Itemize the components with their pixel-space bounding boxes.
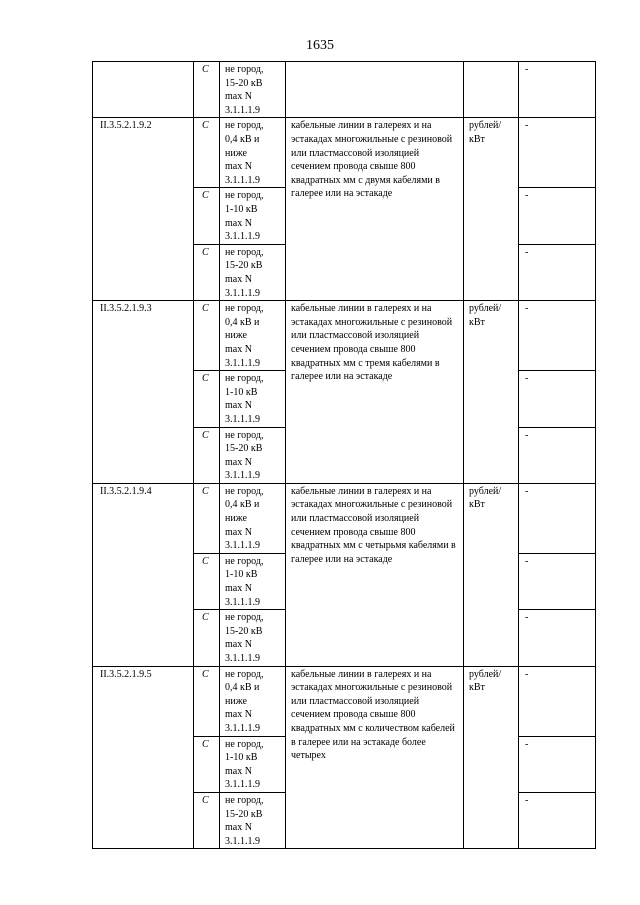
condition-line: 15-20 кВ — [225, 77, 263, 89]
unit-cell: рублей/ кВт — [464, 118, 519, 301]
value-cell: - — [519, 666, 596, 736]
condition-line: 15-20 кВ — [225, 443, 263, 455]
condition-line: 3.1.1.1.9 — [225, 287, 260, 299]
condition-line: 1-10 кВ — [225, 203, 258, 215]
condition-line: 3.1.1.1.9 — [225, 653, 260, 665]
table-row — [93, 483, 596, 553]
condition-line: max N — [225, 400, 252, 412]
category-letter: C — [194, 427, 220, 483]
condition-cell — [220, 793, 286, 849]
condition-line: max N — [225, 273, 252, 285]
condition-line: 3.1.1.1.9 — [225, 470, 260, 482]
condition-line: 3.1.1.1.9 — [225, 357, 260, 369]
item-description — [286, 62, 464, 118]
condition-line: 3.1.1.1.9 — [225, 779, 260, 791]
condition-line: ниже — [225, 695, 247, 707]
condition-line: ниже — [225, 330, 247, 342]
value-cell: - — [519, 188, 596, 244]
condition-cell — [220, 427, 286, 483]
condition-line: не город, — [225, 120, 264, 132]
condition-line: 3.1.1.1.9 — [225, 835, 260, 847]
condition-line: max N — [225, 456, 252, 468]
table-row — [93, 62, 596, 118]
condition-cell — [220, 62, 286, 118]
category-letter: C — [194, 483, 220, 553]
condition-line: 15-20 кВ — [225, 625, 263, 637]
condition-line: 3.1.1.1.9 — [225, 723, 260, 734]
table-row — [93, 118, 596, 188]
condition-line: 3.1.1.1.9 — [225, 540, 260, 552]
condition-line: не город, — [225, 795, 264, 806]
condition-line: 15-20 кВ — [225, 260, 263, 272]
value-cell: - — [519, 427, 596, 483]
condition-line: 0,4 кВ и — [225, 682, 260, 694]
condition-line: 1-10 кВ — [225, 386, 258, 398]
condition-line: не город, — [225, 738, 264, 750]
condition-line: не город, — [225, 612, 264, 624]
condition-line: не город, — [225, 303, 264, 315]
condition-line: 0,4 кВ и — [225, 133, 260, 145]
condition-line: max N — [225, 822, 252, 834]
condition-line: max N — [225, 217, 252, 229]
condition-cell — [220, 188, 286, 244]
category-letter: C — [194, 736, 220, 792]
table-row — [93, 301, 596, 371]
condition-cell — [220, 244, 286, 300]
condition-line: max N — [225, 161, 252, 173]
category-letter: C — [194, 188, 220, 244]
value-cell: - — [519, 62, 596, 118]
condition-line: не город, — [225, 668, 264, 680]
item-code: II.3.5.2.1.9.2 — [93, 118, 194, 301]
condition-line: max N — [225, 526, 252, 538]
condition-line: 0,4 кВ и — [225, 499, 260, 511]
unit-cell: рублей/ кВт — [464, 483, 519, 666]
table-row — [93, 666, 596, 736]
condition-cell — [220, 666, 286, 736]
category-letter: C — [194, 301, 220, 371]
condition-line: не город, — [225, 246, 264, 258]
condition-line: не город, — [225, 485, 264, 497]
condition-cell — [220, 483, 286, 553]
category-letter: C — [194, 553, 220, 609]
condition-line: max N — [225, 91, 252, 103]
condition-line: не город, — [225, 190, 264, 202]
condition-line: 3.1.1.1.9 — [225, 413, 260, 425]
condition-cell — [220, 610, 286, 666]
unit-cell — [464, 62, 519, 118]
condition-line: 1-10 кВ — [225, 569, 258, 581]
condition-line: max N — [225, 343, 252, 355]
tariff-table — [92, 61, 596, 849]
category-letter: C — [194, 244, 220, 300]
condition-line: max N — [225, 765, 252, 777]
condition-cell — [220, 118, 286, 188]
item-code: II.3.5.2.1.9.5 — [93, 666, 194, 849]
item-description: кабельные линии в галереях и на эстакадах многожильные с резиновой или пластмассовой изоляцией сечением провода свыше 800 квадратных мм с количеством кабелей в галерее или на эстакаде более четырех — [286, 666, 464, 849]
condition-line: 1-10 кВ — [225, 752, 258, 764]
condition-line: 3.1.1.1.9 — [225, 174, 260, 186]
category-letter: C — [194, 371, 220, 427]
table-body — [93, 62, 596, 849]
category-letter: C — [194, 62, 220, 118]
value-cell: - — [519, 793, 596, 849]
condition-line: ниже — [225, 147, 247, 159]
value-cell: - — [519, 371, 596, 427]
value-cell: - — [519, 553, 596, 609]
category-letter: C — [194, 666, 220, 736]
condition-line: max N — [225, 583, 252, 595]
condition-cell — [220, 371, 286, 427]
page-number: 1635 — [306, 38, 334, 53]
condition-line: не город, — [225, 429, 264, 441]
category-letter: C — [194, 610, 220, 666]
condition-line: 3.1.1.1.9 — [225, 231, 260, 243]
item-description: кабельные линии в галереях и на эстакадах многожильные с резиновой или пластмассовой изоляцией сечением провода свыше 800 квадратных мм с двумя кабелями в галерее или на эстакаде — [286, 118, 464, 301]
item-code: II.3.5.2.1.9.3 — [93, 301, 194, 484]
value-cell: - — [519, 244, 596, 300]
value-cell: - — [519, 118, 596, 188]
item-description: кабельные линии в галереях и на эстакадах многожильные с резиновой или пластмассовой изоляцией сечением провода свыше 800 квадратных мм с тремя кабелями в галерее или на эстакаде — [286, 301, 464, 484]
condition-line: 3.1.1.1.9 — [225, 104, 260, 116]
condition-line: max N — [225, 639, 252, 651]
value-cell: - — [519, 483, 596, 553]
condition-line: не город, — [225, 64, 264, 75]
unit-cell: рублей/ кВт — [464, 666, 519, 849]
condition-line: не город, — [225, 373, 264, 385]
value-cell: - — [519, 301, 596, 371]
condition-line: 0,4 кВ и — [225, 316, 260, 328]
condition-line: 15-20 кВ — [225, 808, 263, 820]
unit-cell: рублей/ кВт — [464, 301, 519, 484]
condition-line: max N — [225, 709, 252, 721]
value-cell: - — [519, 736, 596, 792]
condition-line: ниже — [225, 513, 247, 525]
condition-cell — [220, 301, 286, 371]
item-code — [93, 62, 194, 118]
condition-line: 3.1.1.1.9 — [225, 596, 260, 608]
condition-cell — [220, 553, 286, 609]
category-letter: C — [194, 793, 220, 849]
condition-cell — [220, 736, 286, 792]
item-description: кабельные линии в галереях и на эстакадах многожильные с резиновой или пластмассовой изоляцией сечением провода свыше 800 квадратных мм с четырьмя кабелями в галерее или на эстакаде — [286, 483, 464, 666]
value-cell: - — [519, 610, 596, 666]
item-code: II.3.5.2.1.9.4 — [93, 483, 194, 666]
condition-line: не город, — [225, 555, 264, 567]
category-letter: C — [194, 118, 220, 188]
